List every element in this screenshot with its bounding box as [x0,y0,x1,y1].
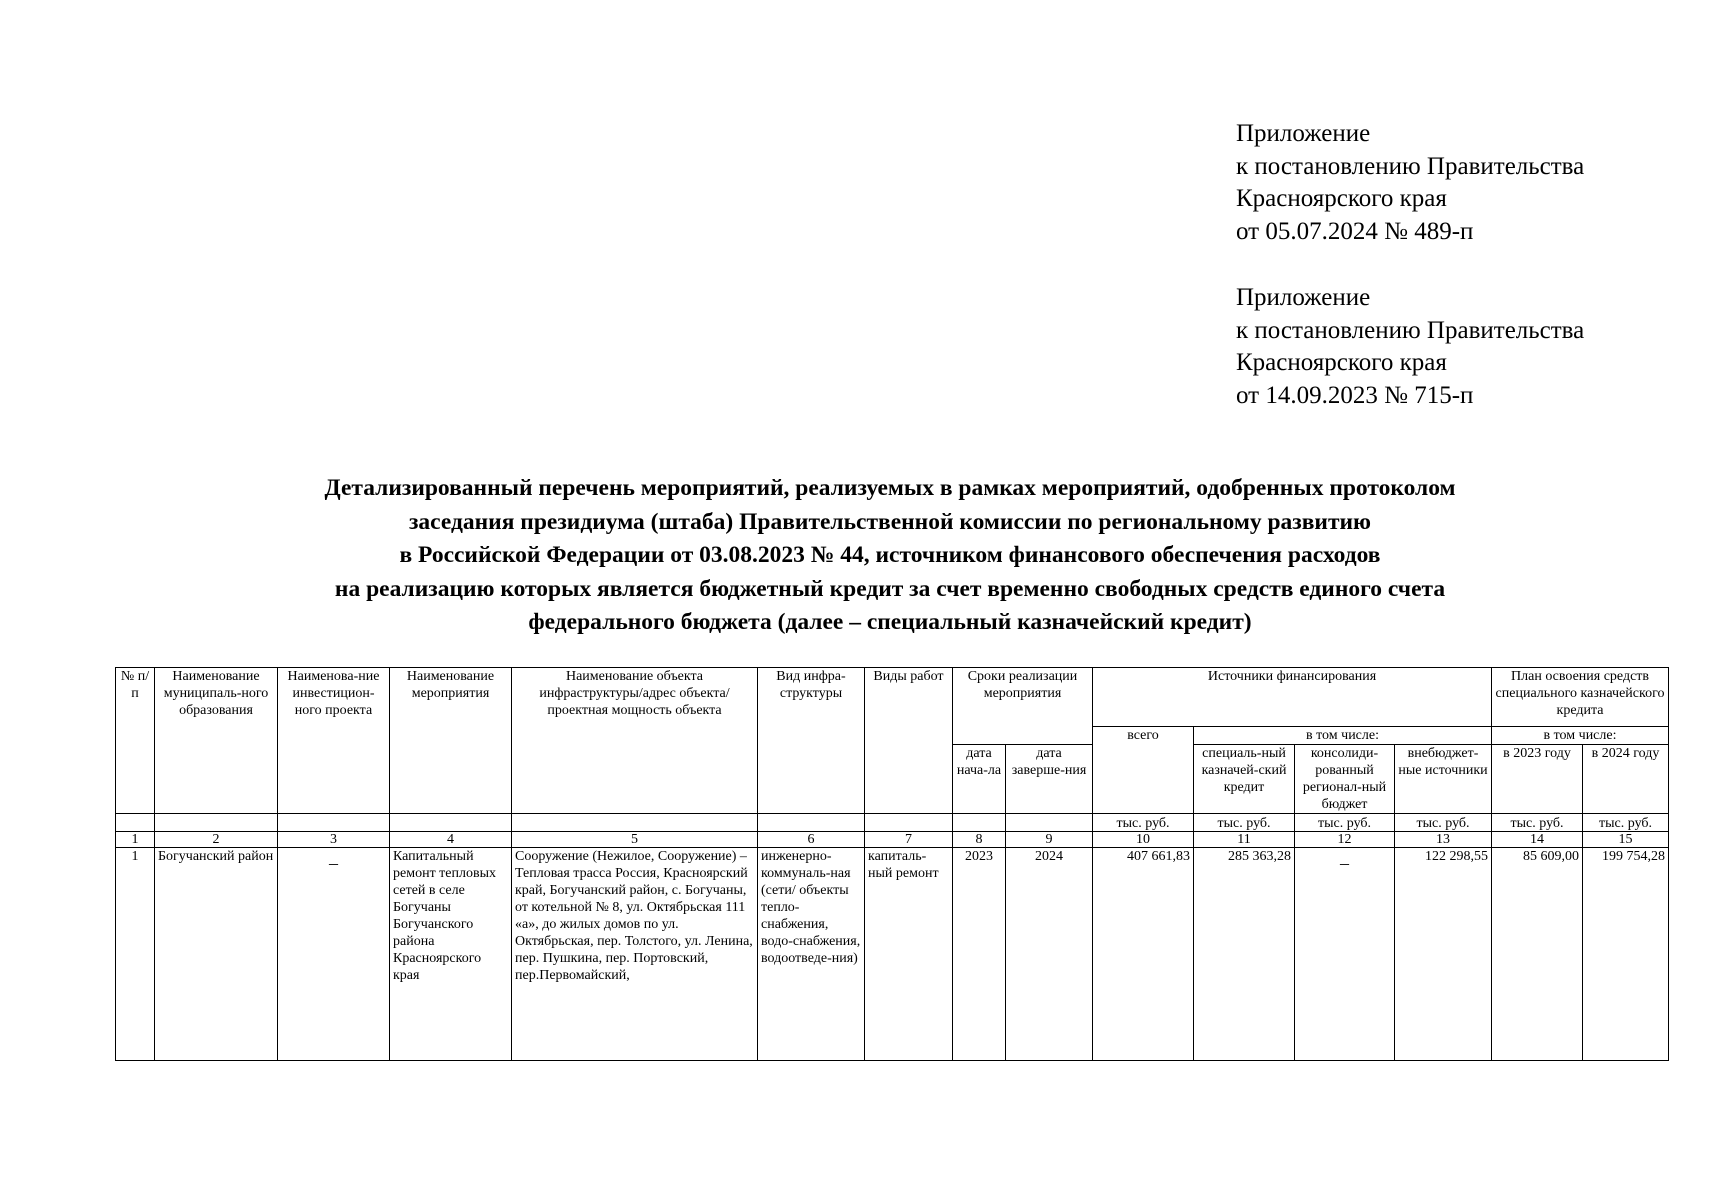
header-year-2024: в 2024 году [1583,745,1669,814]
cell-year-2024: 199 754,28 [1583,848,1669,1061]
header-special-credit: специаль-ный казначей-ский кредит [1194,745,1295,814]
header-infrastructure-type: Вид инфра-структуры [758,668,865,814]
header-total: всего [1093,727,1194,814]
header-funding-sources: Источники финансирования [1093,668,1492,727]
unit-label: тыс. руб. [1295,814,1395,832]
header-row [116,668,1669,727]
header-plan-including: в том числе: [1492,727,1669,745]
appendix-decree-line: к постановлению Правительства [1236,316,1585,344]
cell-infrastructure-type: инженерно-коммуналь-ная (сети/ объекты тепло-снабжения, водо-снабжения, водоотведе-ния) [758,848,865,1061]
column-number: 6 [758,832,865,848]
title-line: федерального бюджета (далее – специальный казначейский кредит) [528,609,1252,635]
blank-cell [512,814,758,832]
appendix-region-line: Красноярского края [1236,349,1447,376]
blank-cell [155,814,278,832]
header-start-date: дата нача-ла [953,745,1006,814]
cell-total: 407 661,83 [1093,848,1194,1061]
column-number: 4 [390,832,512,848]
title-line: в Российской Федерации от 03.08.2023 № 44, источником финансового обеспечения расходов [399,542,1381,568]
column-number: 9 [1006,832,1093,848]
blank-cell [758,814,865,832]
header-plan: План освоения средств специального казначейского кредита [1492,668,1669,727]
title-line: Детализированный перечень мероприятий, реализуемых в рамках мероприятий, одобренных протоколом [324,475,1456,501]
column-number: 10 [1093,832,1194,848]
blank-cell [278,814,390,832]
header-work-type: Виды работ [865,668,953,814]
cell-measure: Капитальный ремонт тепловых сетей в селе Богучаны Богучанского района Красноярского края [390,848,512,1061]
column-number: 15 [1583,832,1669,848]
unit-label: тыс. руб. [1395,814,1492,832]
title-line: на реализацию которых является бюджетный кредит за счет временно свободных средств единого счета [334,575,1446,602]
appendix-label: Приложение [1236,120,1371,147]
blank-cell [1006,814,1093,832]
unit-label: тыс. руб. [1093,814,1194,832]
column-number: 13 [1395,832,1492,848]
column-number-row [116,832,1669,848]
header-object: Наименование объекта инфраструктуры/адрес объекта/ проектная мощность объекта [512,668,758,814]
blank-cell [390,814,512,832]
appendix-date-number: от 05.07.2024 № 489-п [1236,217,1474,245]
header-period: Сроки реализации мероприятия [953,668,1093,745]
header-consolidated-budget: консолиди-рованный регионал-ный бюджет [1295,745,1395,814]
cell-end: 2024 [1006,848,1093,1061]
appendix-original-decree [1236,282,1676,412]
appendix-label: Приложение [1236,284,1371,311]
column-number: 3 [278,832,390,848]
cell-object: Сооружение (Нежилое, Сооружение) – Тепловая трасса Россия, Красноярский край, Богучанский район, с. Богучаны, от котельной № 8, ул. Октябрьская 111 «а», до жилых домов по ул. Октябрьская, пер. Толстого, ул. Ленина, пер. Пушкина, пер. Портовский, пер.Первомайский, [512,848,758,1061]
header-extrabudgetary: внебюджет-ные источники [1395,745,1492,814]
column-number: 12 [1295,832,1395,848]
header-including: в том числе: [1194,727,1492,745]
dash-value: – [1340,853,1350,873]
title-line: заседания президиума (штаба) Правительственной комиссии по региональному развитию [408,508,1372,535]
cell-start: 2023 [953,848,1006,1061]
header-end-date: дата заверше-ния [1006,745,1093,814]
appendix-decree-line: к постановлению Правительства [1236,152,1585,180]
cell-special-credit: 285 363,28 [1194,848,1295,1061]
unit-label: тыс. руб. [1194,814,1295,832]
cell-num: 1 [116,848,155,1061]
blank-cell [953,814,1006,832]
column-number: 1 [116,832,155,848]
column-number: 14 [1492,832,1583,848]
cell-extrabudgetary: 122 298,55 [1395,848,1492,1061]
unit-label: тыс. руб. [1583,814,1669,832]
cell-municipality: Богучанский район [155,848,278,1061]
units-row [116,814,1669,832]
table-row [116,848,1669,1061]
cell-consolidated-budget [1295,848,1395,1061]
cell-year-2023: 85 609,00 [1492,848,1583,1061]
column-number: 5 [512,832,758,848]
document-title [150,472,1630,640]
blank-cell [116,814,155,832]
header-year-2023: в 2023 году [1492,745,1583,814]
blank-cell [865,814,953,832]
column-number: 7 [865,832,953,848]
unit-label: тыс. руб. [1492,814,1583,832]
cell-work-type: капиталь-ный ремонт [865,848,953,1061]
cell-investment-project [278,848,390,1061]
dash-value: – [329,853,338,873]
header-municipality: Наименование муниципаль-ного образования [155,668,278,814]
appendix-region-line: Красноярского края [1236,185,1447,212]
header-investment-project: Наименова-ние инвестицион-ного проекта [278,668,390,814]
header-measure: Наименование мероприятия [390,668,512,814]
appendix-date-number: от 14.09.2023 № 715-п [1236,381,1474,409]
column-number: 11 [1194,832,1295,848]
column-number: 2 [155,832,278,848]
column-number: 8 [953,832,1006,848]
appendix-current-decree [1236,118,1676,248]
header-num: № п/п [116,668,155,814]
measures-table [115,667,1669,1061]
